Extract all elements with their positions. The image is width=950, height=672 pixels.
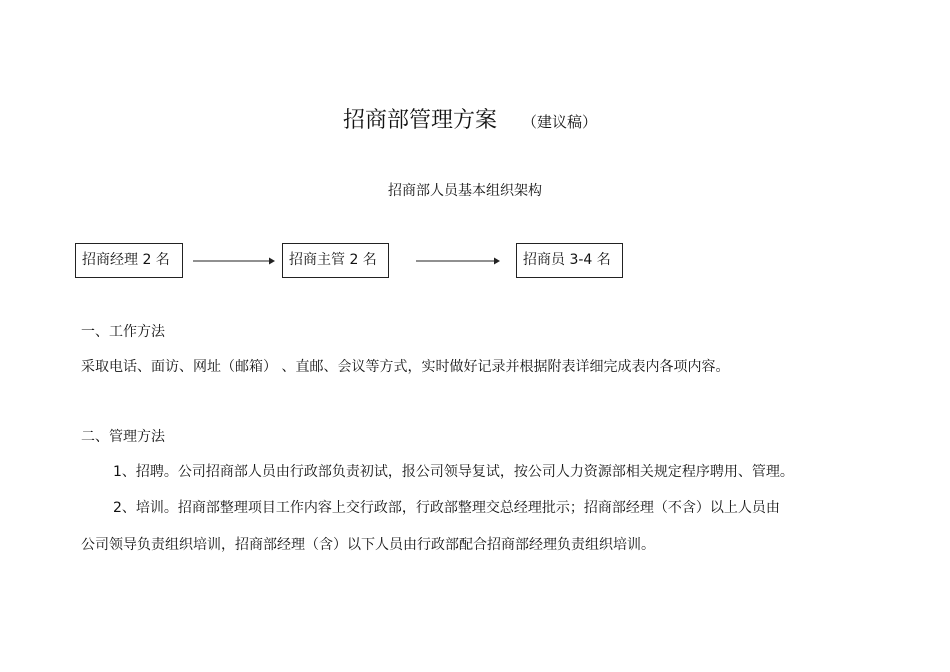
section-paragraph: 2、培训。招商部整理项目工作内容上交行政部，行政部整理交总经理批示；招商部经理（不含）以上人员由 [113,500,780,516]
section-heading-work-method: 一、工作方法 [81,324,165,340]
arrow-right-icon [193,254,275,268]
section-paragraph: 公司领导负责组织培训，招商部经理（含）以下人员由行政部配合招商部经理负责组织培训。 [81,537,655,553]
section-heading-management-method: 二、管理方法 [81,429,165,445]
org-node-supervisor: 招商主管 2 名 [282,243,389,278]
document-title: 招商部管理方案 [343,108,498,133]
section-paragraph: 1、招聘。公司招商部人员由行政部负责初试，报公司领导复试，按公司人力资源部相关规定程序聘用、管理。 [113,464,794,480]
org-chart-title: 招商部人员基本组织架构 [388,183,542,199]
org-node-staff: 招商员 3-4 名 [516,243,623,278]
document-title-note: （建议稿） [522,113,598,131]
org-node-manager: 招商经理 2 名 [75,243,183,278]
arrow-right-icon [416,254,500,268]
section-paragraph: 采取电话、面访、网址（邮箱） 、直邮、会议等方式，实时做好记录并根据附表详细完成表内各项内容。 [81,359,730,375]
